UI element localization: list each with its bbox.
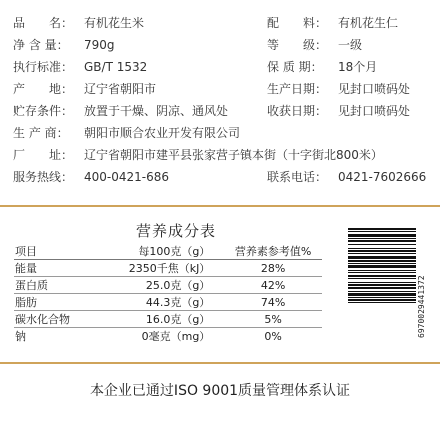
standard-value: GB/T 1532 <box>84 60 148 74</box>
nutrient-nrv: 28% <box>224 260 322 277</box>
phone-value: 0421-7602666 <box>338 170 427 184</box>
info-row <box>13 100 429 122</box>
phone-label: 联系电话： <box>267 170 328 184</box>
certification-text: 本企业已通过ISO 9001质量管理体系认证 <box>89 383 351 399</box>
barcode-bar <box>348 278 416 279</box>
nutrition-row <box>14 294 322 311</box>
barcode-bar <box>348 253 416 254</box>
barcode-bar <box>348 238 416 239</box>
name-label: 品 名： <box>13 16 74 30</box>
barcode-bar <box>348 256 416 259</box>
info-row <box>13 12 429 34</box>
manufacturer-label: 生 产 商： <box>13 126 69 140</box>
nutrient-amount: 0毫克（mg） <box>141 330 211 343</box>
info-row <box>13 56 429 78</box>
production-date-value: 见封口喷码处 <box>338 82 411 96</box>
nutrition-row <box>14 328 322 345</box>
ingredients-value: 有机花生仁 <box>338 16 399 30</box>
nutrient-name: 碳水化合物 <box>14 311 115 328</box>
storage-value: 放置于干燥、阴凉、通风处 <box>84 104 229 118</box>
barcode-bar <box>348 244 416 245</box>
origin-label: 产 地： <box>13 82 74 96</box>
barcode-bars <box>348 228 416 303</box>
barcode-bar <box>348 293 416 296</box>
standard-label: 执行标准： <box>13 60 74 74</box>
nutrition-header-row <box>14 243 322 260</box>
nutrition-header: 项目 <box>14 243 115 260</box>
product-info <box>13 12 429 188</box>
info-row <box>13 166 429 188</box>
name-value: 有机花生米 <box>84 16 145 30</box>
nutrient-nrv: 42% <box>224 277 322 294</box>
barcode-bar <box>348 231 416 232</box>
nutrition-row <box>14 311 322 328</box>
hotline-label: 服务热线： <box>13 170 74 184</box>
nutrition-table <box>14 243 322 344</box>
barcode-bar <box>348 248 416 249</box>
nutrition-row <box>14 260 322 277</box>
manufacturer-value: 朝阳市顺合农业开发有限公司 <box>84 126 241 140</box>
storage-label: 贮存条件： <box>13 104 74 118</box>
barcode-bar <box>348 282 416 283</box>
info-row <box>13 122 429 144</box>
nutrient-name: 蛋白质 <box>14 277 115 294</box>
nutrition-row <box>14 277 322 294</box>
nutrient-nrv: 0% <box>264 329 282 343</box>
info-row <box>13 34 429 56</box>
shelf-life-value: 18个月 <box>338 60 378 74</box>
origin-value: 辽宁省朝阳市 <box>84 82 157 96</box>
nutrient-name: 脂肪 <box>14 294 115 311</box>
barcode-digits: 6970029441372 <box>417 275 426 338</box>
harvest-date-value: 见封口喷码处 <box>338 104 411 118</box>
harvest-date-label: 收获日期： <box>267 104 328 118</box>
grade-value: 一级 <box>338 38 363 52</box>
nutrient-amount: 16.0克（g） <box>115 311 225 328</box>
hotline-value: 400-0421-686 <box>84 170 170 184</box>
info-row <box>13 144 429 166</box>
nutrient-name: 钠 <box>15 330 26 343</box>
nutrient-amount: 2350千焦（kJ） <box>115 260 225 277</box>
barcode-bar <box>348 291 416 292</box>
barcode-bar <box>348 270 416 271</box>
barcode-bar <box>348 284 416 286</box>
weight-label: 净 含 量： <box>13 38 69 52</box>
weight-value: 790g <box>84 38 115 52</box>
barcode-bar <box>348 228 416 230</box>
ingredients-label: 配 料： <box>267 16 328 30</box>
nutrient-amount: 44.3克（g） <box>115 294 225 311</box>
shelf-life-label: 保 质 期： <box>267 60 323 74</box>
production-date-label: 生产日期： <box>267 82 328 96</box>
barcode-bar <box>348 297 416 298</box>
barcode-bar <box>348 265 416 268</box>
barcode-bar <box>348 287 416 289</box>
barcode-bar <box>348 240 416 242</box>
barcode-bar <box>348 234 416 237</box>
address-label: 厂 址： <box>13 148 74 162</box>
nutrient-name: 能量 <box>14 260 115 277</box>
nutrition-header: 每100克（g） <box>115 243 225 260</box>
nutrient-nrv: 74% <box>224 294 322 311</box>
info-row <box>13 78 429 100</box>
nutrition-header: 营养素参考值% <box>224 243 322 260</box>
barcode-bar <box>348 302 416 303</box>
barcode-bar <box>348 260 416 262</box>
nutrient-nrv: 5% <box>224 311 322 328</box>
barcode-bar <box>348 272 416 273</box>
barcode-bar <box>348 299 416 301</box>
divider-rule-bottom <box>0 362 440 364</box>
barcode-bar <box>348 263 416 264</box>
barcode-bar <box>348 250 416 252</box>
divider-rule <box>0 205 440 207</box>
barcode-bar <box>348 275 416 277</box>
grade-label: 等 级： <box>267 38 328 52</box>
nutrient-amount: 25.0克（g） <box>115 277 225 294</box>
barcode <box>346 224 428 340</box>
nutrition-title: 营养成分表 <box>135 222 216 240</box>
address-value: 辽宁省朝阳市建平县张家营子镇本街（十字街北800米） <box>84 148 383 162</box>
